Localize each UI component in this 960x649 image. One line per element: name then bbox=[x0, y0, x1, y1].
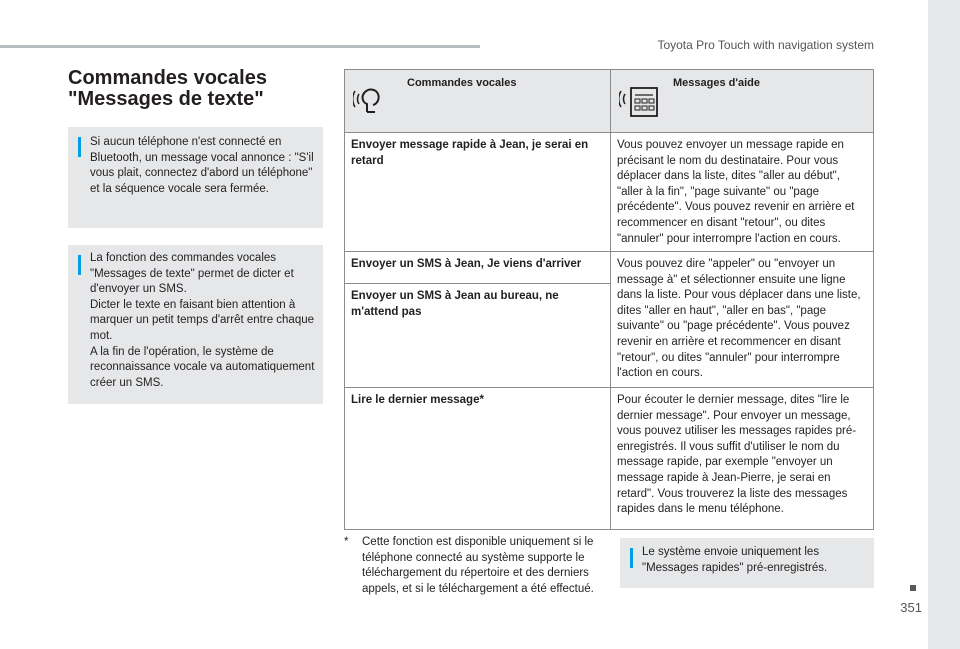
info-text-line: A la fin de l'opération, le système de reconnaissance vocale va automatiquement créer un SMS. bbox=[90, 345, 315, 389]
info-text-line: Dicter le texte en faisant bien attention à marquer un petit temps d'arrêt entre chaque mot. bbox=[90, 298, 315, 342]
col-header-label: Messages d'aide bbox=[673, 77, 760, 89]
table-row bbox=[345, 132, 873, 251]
voice-command-icon bbox=[353, 82, 391, 120]
footnote-text: Cette fonction est disponible uniquement si le téléphone connecté au système supporte le téléchargement du répertoire et des derniers appels, et si le téléchargement a été effectué. bbox=[362, 536, 594, 595]
info-text-line: La fonction des commandes vocales "Messages de texte" permet de dicter et d'envoyer un SMS. bbox=[90, 252, 294, 296]
page-marker bbox=[910, 585, 916, 591]
table-row bbox=[345, 387, 873, 529]
header-title: Toyota Pro Touch with navigation system bbox=[657, 38, 874, 52]
info-text: Si aucun téléphone n'est connecté en Bluetooth, un message vocal annonce : "S'il vous plait, connectez d'abord un téléphone" et la séquence vocale sera fermée. bbox=[90, 136, 314, 195]
col-header-commands bbox=[345, 70, 611, 132]
command-cell-group bbox=[345, 252, 611, 387]
section-title: Commandes vocales "Messages de texte" bbox=[68, 67, 267, 110]
help-cell: Pour écouter le dernier message, dites "lire le dernier message". Pour envoyer un message, vous pouvez utiliser les messages rapides pré-enregistrés. Il vous suffit d'utiliser le nom du message rapide, par exemple "envoyer un message rapide à Jean-Pierre, je serai en retard". Vous trouverez la liste des messages rapides dans le menu téléphone. bbox=[617, 394, 857, 516]
info-box-sms-function bbox=[68, 245, 323, 404]
col-header-help bbox=[611, 70, 873, 132]
info-text: Le système envoie uniquement les "Messages rapides" pré-enregistrés. bbox=[642, 546, 828, 574]
info-icon bbox=[78, 255, 81, 275]
command-cell: Envoyer un SMS à Jean au bureau, ne m'attend pas bbox=[345, 283, 610, 325]
page-number: 351 bbox=[900, 600, 922, 615]
help-cell: Vous pouvez envoyer un message rapide en précisant le nom du destinataire. Pour vous déplacer dans la liste, dites "aller au début", "aller à la fin", "page suivante" ou "page précédente". Vous pouvez revenir en arrière et recommencer en disant "retour", ou dites "annuler" pour interrompre l'action en cours. bbox=[617, 139, 855, 245]
footnote-mark: * bbox=[344, 536, 349, 548]
table-row bbox=[345, 251, 873, 387]
footnote bbox=[344, 535, 609, 597]
help-message-icon bbox=[619, 82, 663, 122]
command-cell: Envoyer un SMS à Jean, Je viens d'arriver bbox=[351, 258, 582, 270]
info-icon bbox=[78, 137, 81, 157]
command-cell: Envoyer message rapide à Jean, je serai en retard bbox=[345, 133, 611, 251]
help-cell: Vous pouvez dire "appeler" ou "envoyer un message à" et sélectionner ensuite une ligne dans la liste. Pour vous déplacer dans une liste, dites "aller en haut", "aller en bas", "page suivante" ou "page précédente". Vous pouvez revenir en arrière et recommencer en disant "retour", ou dites "annuler" pour interrompre l'action en cours. bbox=[617, 258, 861, 380]
command-cell: Lire le dernier message* bbox=[345, 388, 611, 529]
table-header-row bbox=[345, 70, 873, 132]
voice-commands-table bbox=[344, 69, 874, 530]
info-box-quick-messages bbox=[620, 538, 874, 588]
side-strip bbox=[928, 0, 960, 649]
info-icon bbox=[630, 548, 633, 568]
info-box-bluetooth bbox=[68, 127, 323, 228]
col-header-label: Commandes vocales bbox=[407, 77, 517, 89]
header-rule bbox=[0, 45, 480, 48]
